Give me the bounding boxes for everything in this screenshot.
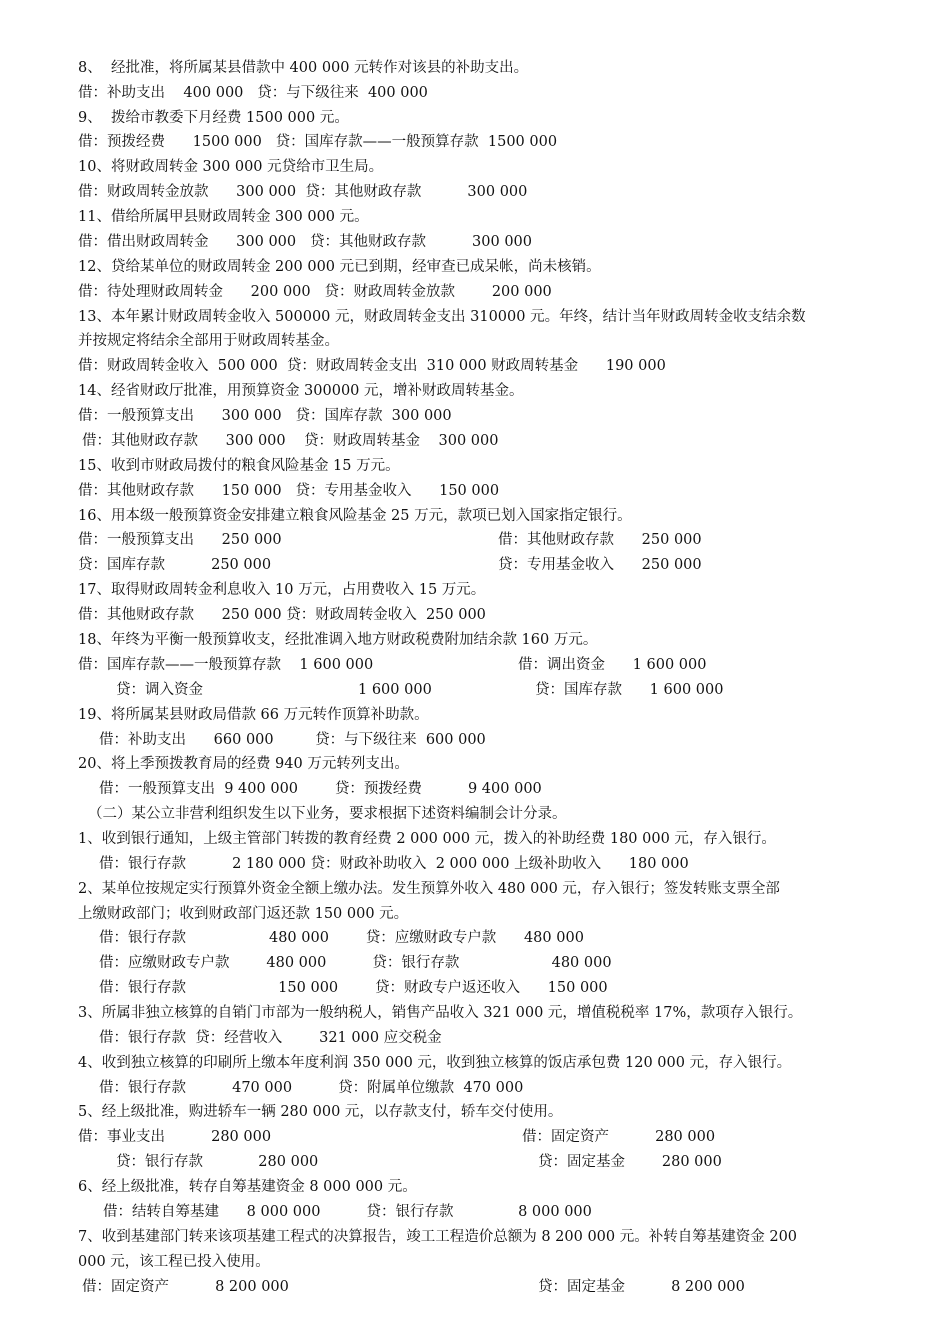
- text-line: 借：银行存款 480 000 贷：应缴财政专户款 480 000: [99, 930, 584, 946]
- text-line: 19、将所属某县财政局借款 66 万元转作顶算补助款。: [78, 707, 429, 723]
- text-line: 10、将财政周转金 300 000 元贷给市卫生局。: [78, 159, 384, 175]
- text-line: 借：一般预算支出 300 000 贷：国库存款 300 000: [78, 408, 452, 424]
- text-line: 借：一般预算支出 250 000: [78, 532, 282, 548]
- text-line: 借：结转自筹基建 8 000 000 贷：银行存款 8 000 000: [103, 1204, 592, 1220]
- text-line: 借：待处理财政周转金 200 000 贷：财政周转金放款 200 000: [78, 284, 552, 300]
- text-line: 8、 经批准，将所属某县借款中 400 000 元转作对该县的补助支出。: [78, 60, 529, 76]
- text-line: 借：银行存款 470 000 贷：附属单位缴款 470 000: [99, 1080, 524, 1096]
- text-line: 借：银行存款 2 180 000 贷：财政补助收入 2 000 000 上级补助收入 180 000: [99, 856, 689, 872]
- text-line: 借：调出资金 1 600 000: [518, 657, 707, 673]
- text-line: 17、取得财政周转金利息收入 10 万元，占用费收入 15 万元。: [78, 582, 486, 598]
- text-line: 贷：国库存款 1 600 000: [535, 682, 724, 698]
- text-line: 贷：调入资金: [116, 682, 203, 698]
- text-line: 9、 拨给市教委下月经费 1500 000 元。: [78, 110, 349, 126]
- text-line: 14、经省财政厅批准，用预算资金 300000 元，增补财政周转基金。: [78, 383, 524, 399]
- text-line: 借：一般预算支出 9 400 000 贷：预拨经费 9 400 000: [99, 781, 542, 797]
- text-line: 借：其他财政存款 250 000: [498, 532, 702, 548]
- text-line: 20、将上季预拨教育局的经费 940 万元转列支出。: [78, 756, 409, 772]
- text-line: 贷：银行存款 280 000: [116, 1154, 319, 1170]
- text-line: 上缴财政部门；收到财政部门返还款 150 000 元。: [78, 906, 409, 922]
- text-line: 15、收到市财政局拨付的粮食风险基金 15 万元。: [78, 458, 400, 474]
- text-line: 11、借给所属甲县财政周转金 300 000 元。: [78, 209, 369, 225]
- text-line: 借：固定资产 280 000: [522, 1129, 716, 1145]
- text-line: 借：银行存款 150 000 贷：财政专户返还收入 150 000: [99, 980, 608, 996]
- text-line: 2、某单位按规定实行预算外资金全额上缴办法。发生预算外收入 480 000 元，存入银行；签发转账支票全部: [78, 881, 780, 897]
- text-line: 7、收到基建部门转来该项基建工程式的决算报告，竣工工程造价总额为 8 200 000 元。补转自筹基建资金 200: [78, 1229, 798, 1245]
- text-line: 贷：固定基金 280 000: [538, 1154, 722, 1170]
- text-line: 000 元，该工程已投入使用。: [78, 1254, 270, 1270]
- text-line: 12、贷给某单位的财政周转金 200 000 元已到期，经审查已成呆帐，尚未核销。: [78, 259, 601, 275]
- text-line: 借：固定资产 8 200 000: [82, 1279, 289, 1295]
- text-line: 1 600 000: [358, 682, 432, 698]
- text-line: 借：其他财政存款 300 000 贷：财政周转基金 300 000: [82, 433, 499, 449]
- text-line: 借：其他财政存款 150 000 贷：专用基金收入 150 000: [78, 483, 500, 499]
- text-line: 13、本年累计财政周转金收入 500000 元，财政周转金支出 310000 元。年终，结计当年财政周转金收支结余数: [78, 309, 806, 325]
- text-line: 16、用本级一般预算资金安排建立粮食风险基金 25 万元，款项已划入国家指定银行。: [78, 508, 632, 524]
- text-line: 3、所属非独立核算的自销门市部为一般纳税人，销售产品收入 321 000 元，增值税税率 17%，款项存入银行。: [78, 1005, 803, 1021]
- text-line: （二）某公立非营利组织发生以下业务，要求根据下述资料编制会计分录。: [88, 806, 567, 822]
- text-line: 18、年终为平衡一般预算收支，经批准调入地方财政税费附加结余款 160 万元。: [78, 632, 598, 648]
- text-line: 借：财政周转金放款 300 000 贷：其他财政存款 300 000: [78, 184, 528, 200]
- text-line: 借：补助支出 660 000 贷：与下级往来 600 000: [99, 732, 486, 748]
- text-line: 借：银行存款 贷：经营收入 321 000 应交税金: [99, 1030, 442, 1046]
- text-line: 借：财政周转金收入 500 000 贷：财政周转金支出 310 000 财政周转基金 190 000: [78, 358, 666, 374]
- text-line: 贷：国库存款 250 000: [78, 557, 272, 573]
- text-line: 借：借出财政周转金 300 000 贷：其他财政存款 300 000: [78, 234, 532, 250]
- text-line: 借：其他财政存款 250 000 贷：财政周转金收入 250 000: [78, 607, 486, 623]
- text-line: 借：应缴财政专户款 480 000 贷：银行存款 480 000: [99, 955, 612, 971]
- text-line: 借：国库存款——一般预算存款 1 600 000: [78, 657, 374, 673]
- text-line: 借：事业支出 280 000: [78, 1129, 272, 1145]
- text-line: 并按规定将结余全部用于财政周转基金。: [78, 333, 339, 349]
- text-line: 6、经上级批准，转存自筹基建资金 8 000 000 元。: [78, 1179, 417, 1195]
- text-line: 5、经上级批准，购进轿车一辆 280 000 元，以存款支付，轿车交付使用。: [78, 1104, 563, 1120]
- text-line: 4、收到独立核算的印刷所上缴本年度利润 350 000 元，收到独立核算的饭店承包费 120 000 元，存入银行。: [78, 1055, 792, 1071]
- text-line: 1、收到银行通知，上级主管部门转拨的教育经费 2 000 000 元，拨入的补助经费 180 000 元，存入银行。: [78, 831, 776, 847]
- text-line: 贷：专用基金收入 250 000: [498, 557, 702, 573]
- text-line: 借：补助支出 400 000 贷：与下级往来 400 000: [78, 85, 428, 101]
- text-line: 贷：固定基金 8 200 000: [538, 1279, 745, 1295]
- text-line: 借：预拨经费 1500 000 贷：国库存款——一般预算存款 1500 000: [78, 134, 558, 150]
